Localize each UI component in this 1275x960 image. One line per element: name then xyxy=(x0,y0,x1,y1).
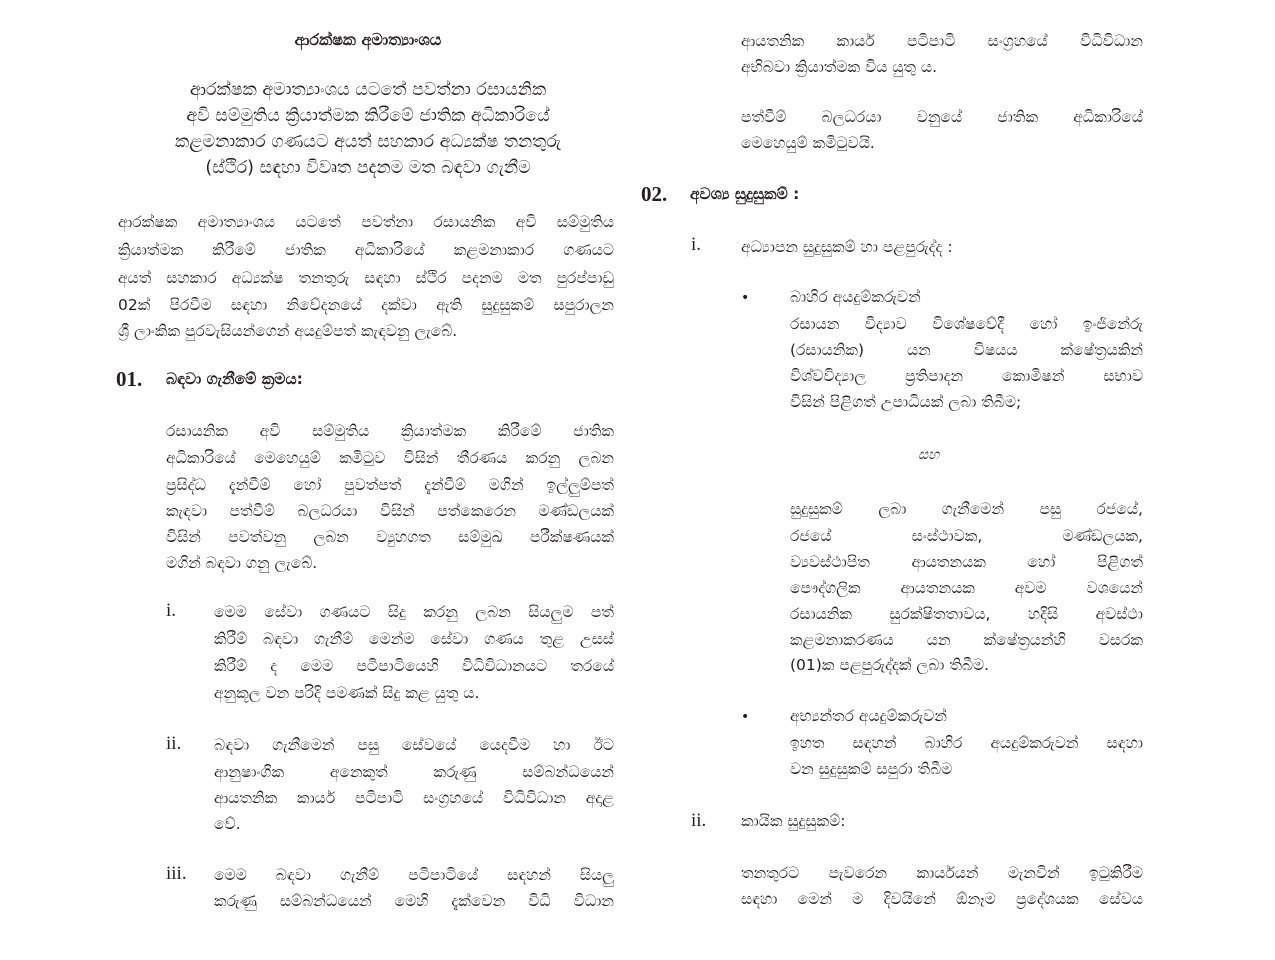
physical-qualification-line: තනතුරට පැවරෙන කාර්යයන් මැනවින් ඉටුකිරීම xyxy=(741,864,1143,882)
bullet-icon: • xyxy=(741,709,750,725)
item-line: වේ. xyxy=(214,815,241,833)
item-marker: ii. xyxy=(166,733,182,754)
experience-line: ව්‍යවස්ථාපිත ආයතනයක හෝ පිළිගත් xyxy=(790,553,1143,571)
section-number: 01. xyxy=(116,367,143,391)
experience-line: (01)ක පළපුරුද්දක් ලබා තිබීම. xyxy=(790,656,990,674)
item-line: ආනුෂාංගික අනෙකුත් කරුණු සම්බන්ධයෙන් xyxy=(214,763,614,781)
qualification-line: විශ්වවිද්‍යාල ප්‍රතිපාදන කොමිෂන් සභාව xyxy=(790,367,1143,385)
sub-heading: අධ්‍යාපන සුදුසුකම් හා පළපුරුද්ද : xyxy=(741,238,953,256)
subtitle-line: අවි සම්මුතිය ක්‍රියාත්මක කිරීමේ ජාතික අධිකාරියේ xyxy=(186,106,550,126)
bullet-icon: • xyxy=(741,290,750,306)
item-line: අනුකූල වන පරිදි පමණක් සිදු කළ යුතු ය. xyxy=(214,684,480,702)
section-heading: බඳවා ගැනීමේ ක්‍රමය: xyxy=(166,370,303,388)
ministry-title: ආරක්ෂක අමාත්‍යාංශය xyxy=(294,30,442,49)
experience-line: රජයේ සංස්ථාවක, මණ්ඩලයක, xyxy=(790,527,1143,545)
item-marker: i. xyxy=(166,600,177,621)
section-number: 02. xyxy=(641,182,668,206)
subtitle-line: කළමනාකාර ගණයට අයත් සහකාර අධ්‍යක්ෂ තනතුරු xyxy=(174,132,562,152)
item-line: කරුණු සම්බන්ධයෙන් මෙහි දැක්වෙන විධි විධාන xyxy=(214,892,614,910)
paragraph-line: කැඳවා පත්වීම් බලධරයා විසින් පත්කෙරෙන මණ්ඩලයක් xyxy=(166,502,614,520)
experience-line: සුදුසුකම් ලබා ගැනීමෙන් පසු රජයේ, xyxy=(790,500,1143,518)
qualification-line: රසායන විද්‍යාව විශේෂවේදී හෝ ඉංජිනේරු xyxy=(790,315,1143,333)
qualification-line: වන සුදුසුකම් සපුරා තිබීම xyxy=(790,760,953,778)
subtitle-line: ආරක්ෂක අමාත්‍යාංශය යටතේ පවත්නා රසායනික xyxy=(189,80,547,100)
paragraph-line: මගින් බඳවා ගනු ලැබේ. xyxy=(166,554,318,572)
sub-heading: කායික සුදුසුකම්: xyxy=(741,812,846,830)
item-line: මෙම බඳවා ගැනීම් පටිපාටියේ සඳහන් සියලු xyxy=(214,866,614,884)
item-line: කිරීම් ද මෙම පටිපාටියෙහි විධිවිධානයට තරයේ xyxy=(214,657,614,675)
physical-qualification-line: සඳහා මෙන් ම දිවයිනේ ඕනෑම ප්‍රදේශයක සේවය xyxy=(741,890,1143,908)
paragraph-line: ප්‍රසිද්ධ දැන්වීම් හෝ පුවත්පත් දැන්වීම් මගින් ඉල්ලුම්පත් xyxy=(166,476,614,494)
paragraph-line: විසින් පවත්වනු ලබන ව්‍යුහගත සම්මුඛ පරීක්ෂණයක් xyxy=(166,528,614,546)
section-heading: අවශ්‍ය සුදුසුකම් : xyxy=(690,185,800,203)
item-marker: i. xyxy=(691,234,702,255)
external-applicants-title: බාහිර අයදුම්කරුවන් xyxy=(790,288,921,306)
intro-line: අයත් සහකාර අධ්‍යක්ෂ තනතුරු සඳහා ස්ථිර පදනම මත පුරප්පාඩු xyxy=(118,269,614,287)
qualification-line: (රසායනික) යන විෂයය ක්ෂේත්‍රයකින් xyxy=(790,341,1143,359)
experience-line: කළමනාකරණය යන ක්ෂේත්‍රයන්හි වසරක xyxy=(790,631,1143,649)
paragraph-line: රසායනික අවි සම්මුතිය ක්‍රියාත්මක කිරීමේ ජාතික xyxy=(166,422,614,440)
paragraph-line: පත්වීම් බලධරයා වනුයේ ජාතික අධිකාරියේ xyxy=(741,108,1143,126)
item-marker: ii. xyxy=(691,810,707,831)
item-line: බඳවා ගැනීමෙන් පසු සේවයේ යෙදවීම හා ඊට xyxy=(214,736,614,754)
item-line: ආයතනික කාර්ය පටිපාටි සංග්‍රහයේ විධිවිධාන අදාළ xyxy=(214,789,614,807)
paragraph-line: ආයතනික කාර්ය පටිපාටි සංග්‍රහයේ විධිවිධාන xyxy=(741,32,1143,50)
subtitle-line: (ස්ථිර) සඳහා විවෘත පදනම මත බඳවා ගැනීම xyxy=(205,158,531,178)
paragraph-line: අභිබවා ක්‍රියාත්මක විය යුතු ය. xyxy=(741,58,938,76)
conjunction-and: සහ xyxy=(918,447,940,463)
intro-line: 02ක් පිරවීම සඳහා නිවේදනයේ දක්වා ඇති සුදුසුකම් සපුරාලන xyxy=(118,296,614,314)
intro-line: ආරක්ෂක අමාත්‍යාංශය යටතේ පවත්නා රසායනික අවි සම්මුතිය xyxy=(118,213,614,231)
experience-line: රසායනික සුරක්ෂිතතාවය, හදිසි අවස්ථා xyxy=(790,605,1143,623)
intro-line: ක්‍රියාත්මක කිරීමේ ජාතික අධිකාරියේ කළමනාකාර ගණයට xyxy=(118,241,614,259)
item-marker: iii. xyxy=(166,863,187,884)
item-line: කිරීම් බඳවා ගැනීම් මෙන්ම සේවා ගණය තුළ උසස් xyxy=(214,630,614,648)
paragraph-line: මෙහෙයුම් කමිටුවයි. xyxy=(741,134,875,152)
qualification-line: විසින් පිළිගත් උපාධියක් ලබා තිබීම; xyxy=(790,393,1022,411)
experience-line: පෞද්ගලික ආයතනයක අවම වශයෙන් xyxy=(790,579,1143,597)
internal-applicants-title: අභ්‍යන්තර අයදුම්කරුවන් xyxy=(790,707,947,725)
item-line: මෙම සේවා ගණයට සිදු කරනු ලබන සියලුම පත් xyxy=(214,603,614,621)
qualification-line: ඉහත සඳහන් බාහිර අයදුම්කරුවන් සඳහා xyxy=(790,734,1143,752)
intro-line: ශ්‍රී ලාංකික පුරවැසියන්ගෙන් අයදුම්පත් කැඳවනු ලැබේ. xyxy=(118,322,458,340)
paragraph-line: අධිකාරියේ මෙහෙයුම් කමිටුව විසින් තීරණය කරනු ලබන xyxy=(166,449,614,467)
